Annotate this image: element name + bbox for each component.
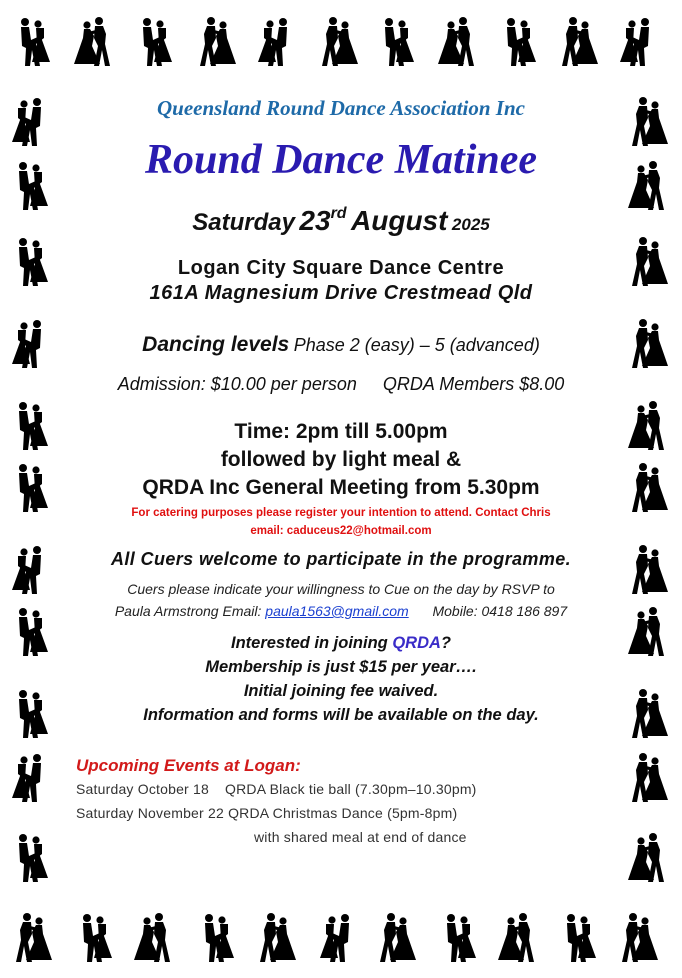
dancer-silhouette-icon: [496, 912, 540, 964]
dancer-silhouette-icon: [10, 16, 54, 68]
admission-members: QRDA Members $8.00: [382, 374, 565, 394]
dancer-silhouette-icon: [132, 16, 176, 68]
catering-line-1: For catering purposes please register your intention to attend. Contact Chris: [131, 507, 551, 519]
dancer-silhouette-icon: [556, 912, 600, 964]
venue-address: 161A Magnesium Drive Crestmead Qld: [149, 282, 533, 304]
event-item: [76, 778, 612, 800]
dancer-silhouette-icon: [8, 318, 52, 370]
dancer-silhouette-icon: [436, 912, 480, 964]
join-line-2: Membership is just $15 per year….: [205, 658, 477, 676]
event-item: [76, 802, 612, 824]
dancer-silhouette-icon: [626, 462, 670, 514]
dancer-silhouette-icon: [10, 912, 54, 964]
dancer-silhouette-icon: [374, 16, 418, 68]
date-month: August: [351, 205, 448, 236]
dancer-silhouette-icon: [72, 912, 116, 964]
dancing-levels: [70, 333, 612, 357]
membership-info: [70, 631, 612, 727]
event-desc-2: QRDA Christmas Dance (5pm-8pm): [228, 805, 458, 821]
dancer-silhouette-icon: [626, 688, 670, 740]
dancer-silhouette-icon: [556, 16, 600, 68]
date-year: 2025: [451, 215, 490, 234]
dancer-silhouette-icon: [8, 400, 52, 452]
join-line-4: Information and forms will be available on the day.: [143, 706, 539, 724]
event-date-1: Saturday October 18: [76, 781, 209, 797]
cuers-line-1: Cuers please indicate your willingness to Cue on the day by RSVP to: [127, 581, 555, 597]
event-desc-1: QRDA Black tie ball (7.30pm–10.30pm): [225, 781, 477, 797]
dancer-silhouette-icon: [8, 236, 52, 288]
dancer-silhouette-icon: [436, 16, 480, 68]
admission: [70, 374, 612, 395]
dancer-silhouette-icon: [496, 16, 540, 68]
join-suffix: ?: [440, 634, 452, 652]
dancer-silhouette-icon: [8, 462, 52, 514]
email-link[interactable]: paula1563@gmail.com: [265, 603, 409, 619]
join-line-3: Initial joining fee waived.: [243, 682, 439, 700]
dancer-silhouette-icon: [616, 912, 660, 964]
join-prefix: Interested in joining: [230, 634, 393, 652]
venue-name: Logan City Square Dance Centre: [177, 257, 505, 279]
dancer-silhouette-icon: [626, 160, 670, 212]
event-time: [70, 418, 612, 502]
dancer-silhouette-icon: [626, 236, 670, 288]
upcoming-heading: Upcoming Events at Logan:: [76, 756, 301, 775]
dancer-silhouette-icon: [626, 832, 670, 884]
event-note: with shared meal at end of dance: [254, 829, 467, 845]
dancer-silhouette-icon: [254, 16, 298, 68]
dancer-silhouette-icon: [72, 16, 116, 68]
time-line-1: Time: 2pm till 5.00pm: [234, 420, 448, 443]
dancer-silhouette-icon: [374, 912, 418, 964]
event-date-2: Saturday November 22: [76, 805, 224, 821]
levels-range: Phase 2 (easy) – 5 (advanced): [293, 335, 540, 355]
date-suffix: rd: [330, 205, 347, 222]
dancer-silhouette-icon: [626, 400, 670, 452]
cuers-contact-prefix: Paula Armstrong Email:: [114, 603, 266, 619]
dancer-silhouette-icon: [132, 912, 176, 964]
dancer-silhouette-icon: [626, 544, 670, 596]
dancer-silhouette-icon: [8, 544, 52, 596]
join-line-1: [70, 631, 612, 655]
catering-notice: [90, 504, 592, 540]
dancer-silhouette-icon: [194, 16, 238, 68]
catering-line-2: email: caduceus22@hotmail.com: [250, 525, 432, 537]
time-line-2: followed by light meal &: [220, 448, 462, 471]
dancer-silhouette-icon: [8, 688, 52, 740]
date-number: 23: [299, 205, 331, 236]
dancer-silhouette-icon: [8, 96, 52, 148]
dancer-silhouette-icon: [626, 318, 670, 370]
upcoming-events: [76, 756, 612, 848]
dancer-silhouette-icon: [316, 16, 360, 68]
event-date: [70, 205, 612, 237]
dancer-silhouette-icon: [8, 832, 52, 884]
cuers-info: [70, 578, 612, 622]
join-org: QRDA: [392, 634, 441, 652]
dancer-silhouette-icon: [316, 912, 360, 964]
venue: [70, 256, 612, 306]
dancer-silhouette-icon: [194, 912, 238, 964]
dancer-silhouette-icon: [626, 752, 670, 804]
date-day: Saturday: [192, 209, 295, 236]
dancer-silhouette-icon: [8, 752, 52, 804]
levels-label: Dancing levels: [142, 333, 290, 356]
dancer-silhouette-icon: [8, 160, 52, 212]
cuers-heading: All Cuers welcome to participate in the programme.: [110, 549, 572, 569]
dancer-silhouette-icon: [616, 16, 660, 68]
dancer-silhouette-icon: [626, 606, 670, 658]
admission-general: Admission: $10.00 per person: [117, 374, 357, 394]
cuers-line-2: [70, 600, 612, 622]
dancer-silhouette-icon: [626, 96, 670, 148]
event-title: Round Dance Matinee: [144, 137, 538, 183]
mobile-number: Mobile: 0418 186 897: [432, 603, 568, 619]
time-line-3: QRDA Inc General Meeting from 5.30pm: [142, 476, 540, 499]
association-name: Queensland Round Dance Association Inc: [157, 96, 525, 120]
dancer-silhouette-icon: [8, 606, 52, 658]
dancer-silhouette-icon: [254, 912, 298, 964]
